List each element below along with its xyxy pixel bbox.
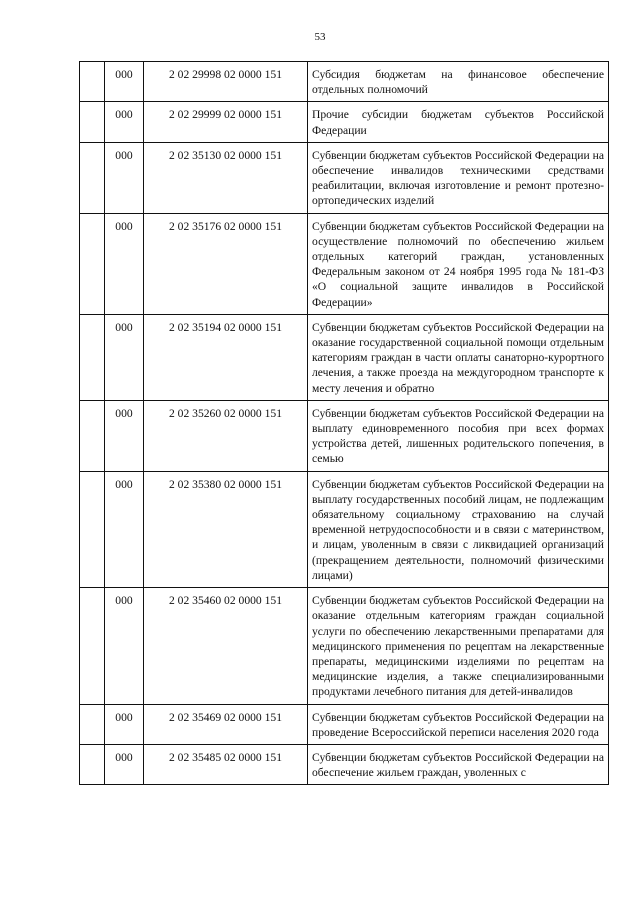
description-cell: Субвенции бюджетам субъектов Российской Федерации на осуществление полномочий по обеспечению жильем отдельных категорий граждан, установленных Федеральным законом от 24 ноября 1995 года № 181-ФЗ «О социальной защите инвалидов в Российской Федерации» [308, 213, 609, 314]
description-cell: Субсидия бюджетам на финансовое обеспечение отдельных полномочий [308, 62, 609, 102]
table-row [80, 213, 609, 314]
description-cell: Субвенции бюджетам субъектов Российской Федерации на оказание государственной социальной помощи отдельным категориям граждан в части оплаты санаторно-курортного лечения, а также проезда на междугородном транспорте к месту лечения и обратно [308, 314, 609, 400]
budget-code-cell: 2 02 35260 02 0000 151 [144, 400, 308, 471]
table-row [80, 314, 609, 400]
admin-code-cell: 000 [105, 62, 144, 102]
page-number: 53 [314, 31, 326, 43]
budget-code-cell: 2 02 35380 02 0000 151 [144, 471, 308, 587]
table-row [80, 62, 609, 102]
description-cell: Субвенции бюджетам субъектов Российской Федерации на обеспечение инвалидов техническими средствами реабилитации, включая изготовление и ремонт протезно-ортопедических изделий [308, 142, 609, 213]
empty-cell [80, 704, 105, 744]
budget-code-cell: 2 02 35460 02 0000 151 [144, 588, 308, 704]
description-cell: Субвенции бюджетам субъектов Российской Федерации на оказание отдельным категориям граждан социальной услуги по обеспечению лекарственными препаратами для медицинского применения по рецептам на лекарственные препараты, медицинскими изделиями по рецептам на медицинские изделия, а также специализированными продуктами лечебного питания для детей-инвалидов [308, 588, 609, 704]
admin-code-cell: 000 [105, 213, 144, 314]
budget-revenue-table [79, 61, 609, 785]
description-cell: Субвенции бюджетам субъектов Российской Федерации на выплату государственных пособий лицам, не подлежащим обязательному социальному страхованию на случай временной нетрудоспособности и в связи с материнством, и лицам, уволенным в связи с ликвидацией организаций (прекращением деятельности, полномочий физическими лицами) [308, 471, 609, 587]
budget-code-cell: 2 02 35176 02 0000 151 [144, 213, 308, 314]
budget-code-cell: 2 02 35485 02 0000 151 [144, 744, 308, 784]
table-row [80, 400, 609, 471]
budget-code-cell: 2 02 35130 02 0000 151 [144, 142, 308, 213]
empty-cell [80, 314, 105, 400]
admin-code-cell: 000 [105, 400, 144, 471]
table-row [80, 704, 609, 744]
empty-cell [80, 471, 105, 587]
empty-cell [80, 400, 105, 471]
admin-code-cell: 000 [105, 744, 144, 784]
budget-code-cell: 2 02 35469 02 0000 151 [144, 704, 308, 744]
description-cell: Субвенции бюджетам субъектов Российской Федерации на проведение Всероссийской переписи населения 2020 года [308, 704, 609, 744]
table-body [80, 62, 609, 785]
empty-cell [80, 62, 105, 102]
admin-code-cell: 000 [105, 314, 144, 400]
table-row [80, 142, 609, 213]
empty-cell [80, 744, 105, 784]
empty-cell [80, 588, 105, 704]
table-row [80, 471, 609, 587]
admin-code-cell: 000 [105, 471, 144, 587]
description-cell: Субвенции бюджетам субъектов Российской Федерации на обеспечение жильем граждан, уволенных с [308, 744, 609, 784]
empty-cell [80, 142, 105, 213]
description-cell: Прочие субсидии бюджетам субъектов Российской Федерации [308, 102, 609, 142]
admin-code-cell: 000 [105, 704, 144, 744]
table-row [80, 744, 609, 784]
empty-cell [80, 213, 105, 314]
admin-code-cell: 000 [105, 142, 144, 213]
budget-code-cell: 2 02 29998 02 0000 151 [144, 62, 308, 102]
admin-code-cell: 000 [105, 588, 144, 704]
table-row [80, 102, 609, 142]
budget-code-cell: 2 02 29999 02 0000 151 [144, 102, 308, 142]
table-row [80, 588, 609, 704]
admin-code-cell: 000 [105, 102, 144, 142]
empty-cell [80, 102, 105, 142]
budget-code-cell: 2 02 35194 02 0000 151 [144, 314, 308, 400]
description-cell: Субвенции бюджетам субъектов Российской Федерации на выплату единовременного пособия при всех формах устройства детей, лишенных родительского попечения, в семью [308, 400, 609, 471]
